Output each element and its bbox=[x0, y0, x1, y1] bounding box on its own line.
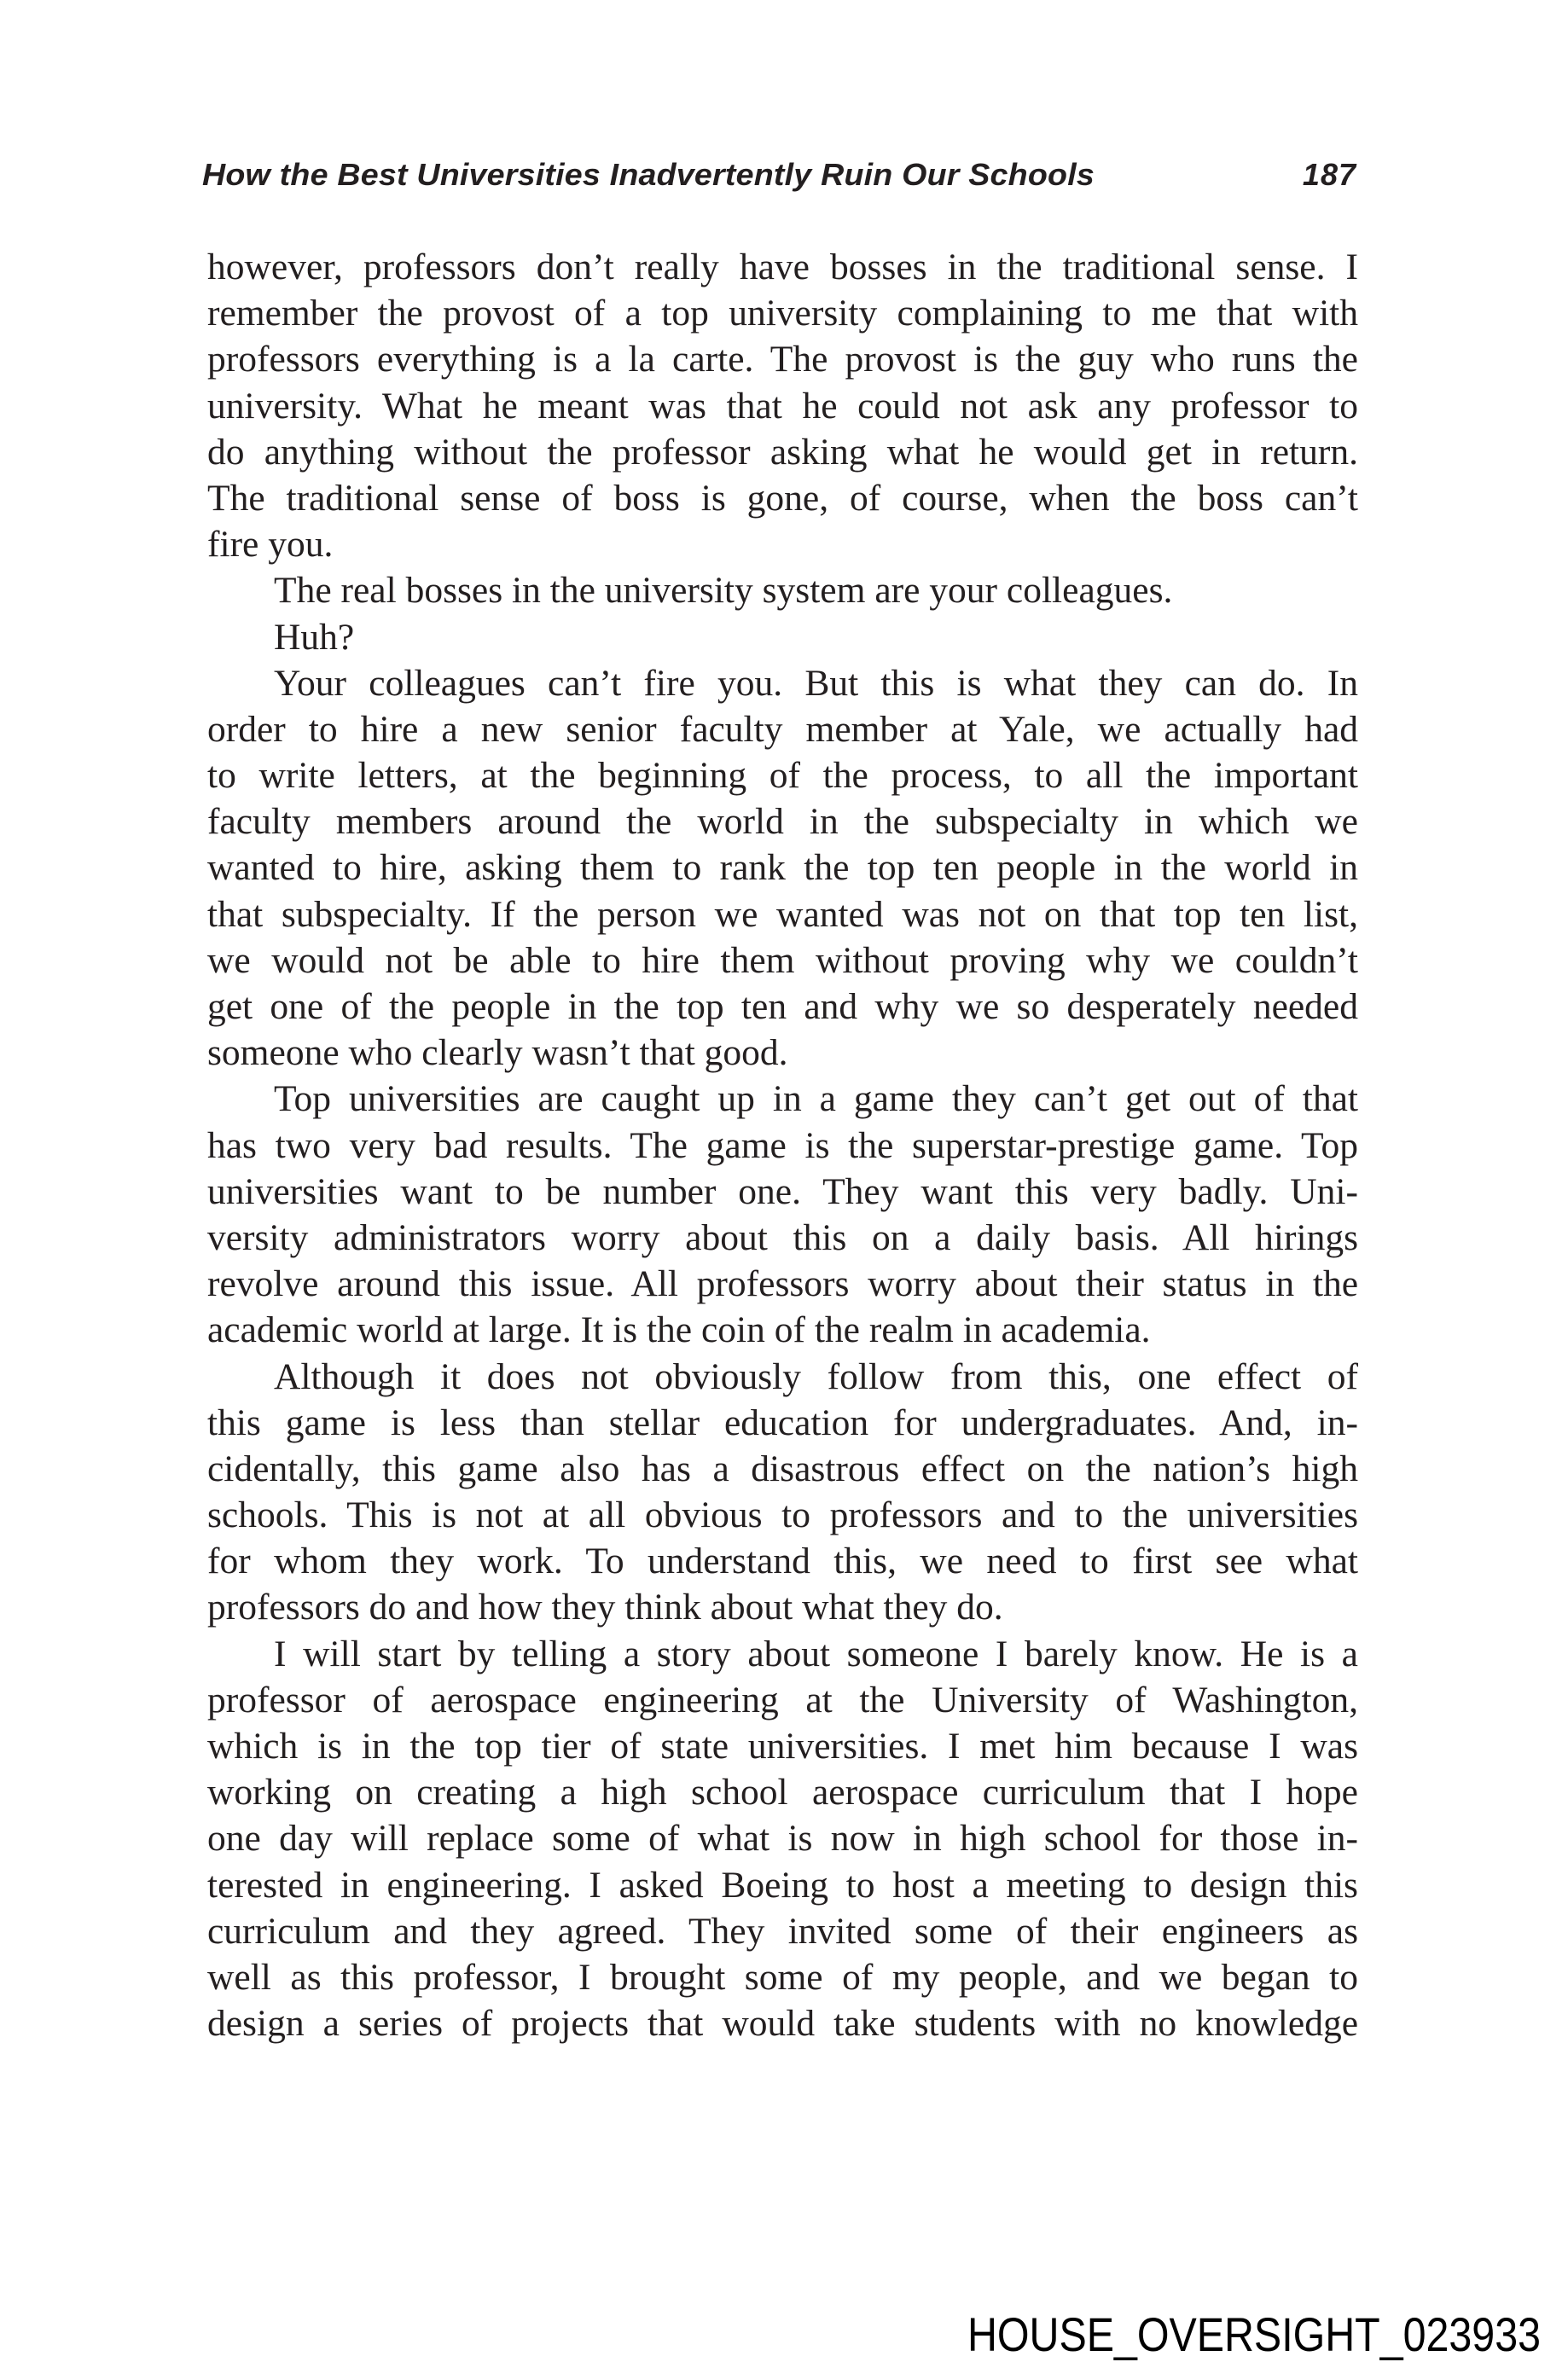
text-line: to write letters, at the beginning of the process, to all the important bbox=[207, 755, 1358, 797]
text-line: which is in the top tier of state universities. I met him because I was bbox=[207, 1726, 1358, 1767]
paragraph bbox=[207, 614, 1358, 660]
text-line: has two very bad results. The game is the superstar-prestige game. Top bbox=[207, 1124, 1358, 1166]
text-line: versity administrators worry about this on a daily basis. All hirings bbox=[207, 1216, 1358, 1258]
text-line: curriculum and they agreed. They invited some of their engineers as bbox=[207, 1910, 1358, 1952]
text-line: Top universities are caught up in a game they can’t get out of that bbox=[274, 1078, 1358, 1120]
text-line: wanted to hire, asking them to rank the top ten people in the world in bbox=[207, 847, 1358, 889]
text-line: academic world at large. It is the coin of the realm in academia. bbox=[207, 1309, 1151, 1351]
body-text bbox=[207, 244, 1358, 2046]
text-line: professor of aerospace engineering at the University of Washington, bbox=[207, 1679, 1358, 1721]
text-line: Although it does not obviously follow from this, one effect of bbox=[274, 1355, 1358, 1397]
text-line: remember the provost of a top university complaining to me that with bbox=[207, 293, 1358, 334]
paragraph bbox=[207, 660, 1358, 1077]
text-line: faculty members around the world in the subspecialty in which we bbox=[207, 801, 1358, 843]
text-line: one day will replace some of what is now in high school for those in- bbox=[207, 1818, 1358, 1860]
text-line: this game is less than stellar education for undergraduates. And, in- bbox=[207, 1402, 1358, 1443]
text-line: however, professors don’t really have bosses in the traditional sense. I bbox=[207, 247, 1358, 287]
text-line: get one of the people in the top ten and why we so desperately needed bbox=[207, 986, 1358, 1027]
paragraph bbox=[207, 1076, 1358, 1353]
text-line: The traditional sense of boss is gone, of course, when the boss can’t bbox=[207, 477, 1358, 519]
running-title: How the Best Universities Inadvertently Ruin Our Schools bbox=[202, 157, 1095, 192]
paragraph bbox=[207, 244, 1358, 567]
text-line: I will start by telling a story about someone I barely know. He is a bbox=[274, 1633, 1358, 1674]
text-line: someone who clearly wasn’t that good. bbox=[207, 1032, 788, 1074]
text-line: professors everything is a la carte. The provost is the guy who runs the bbox=[207, 339, 1358, 380]
text-line: universities want to be number one. They want this very badly. Uni- bbox=[207, 1170, 1358, 1212]
text-line: professors do and how they think about what they do. bbox=[207, 1587, 1003, 1628]
text-line: design a series of projects that would take students with no knowledge bbox=[207, 2003, 1358, 2045]
text-line: fire you. bbox=[207, 524, 334, 566]
text-line: Your colleagues can’t fire you. But this is what they can do. In bbox=[274, 662, 1358, 704]
text-line: we would not be able to hire them without proving why we couldn’t bbox=[207, 939, 1358, 981]
text-line: do anything without the professor asking what he would get in return. bbox=[207, 431, 1358, 473]
paragraph bbox=[207, 1631, 1358, 2047]
bates-stamp: HOUSE_OVERSIGHT_023933 bbox=[967, 2307, 1541, 2361]
text-line: order to hire a new senior faculty member at Yale, we actually had bbox=[207, 708, 1358, 750]
text-line: university. What he meant was that he could not ask any professor to bbox=[207, 385, 1358, 427]
text-line: terested in engineering. I asked Boeing to host a meeting to design this bbox=[207, 1864, 1358, 1906]
page-number: 187 bbox=[1302, 157, 1356, 192]
text-line: The real bosses in the university system are your colleagues. bbox=[274, 570, 1173, 612]
text-line: cidentally, this game also has a disastrous effect on the nation’s high bbox=[207, 1448, 1358, 1489]
paragraph bbox=[207, 567, 1358, 613]
text-line: schools. This is not at all obvious to professors and to the universities bbox=[207, 1494, 1358, 1536]
text-line: well as this professor, I brought some of my people, and we began to bbox=[207, 1956, 1358, 1998]
running-head bbox=[202, 156, 1358, 197]
text-line: for whom they work. To understand this, we need to first see what bbox=[207, 1541, 1358, 1582]
text-line: Huh? bbox=[274, 616, 355, 658]
text-line: revolve around this issue. All professors worry about their status in the bbox=[207, 1263, 1358, 1305]
text-line: working on creating a high school aerospace curriculum that I hope bbox=[207, 1772, 1358, 1814]
paragraph bbox=[207, 1354, 1358, 1631]
text-line: that subspecialty. If the person we wanted was not on that top ten list, bbox=[207, 893, 1358, 935]
